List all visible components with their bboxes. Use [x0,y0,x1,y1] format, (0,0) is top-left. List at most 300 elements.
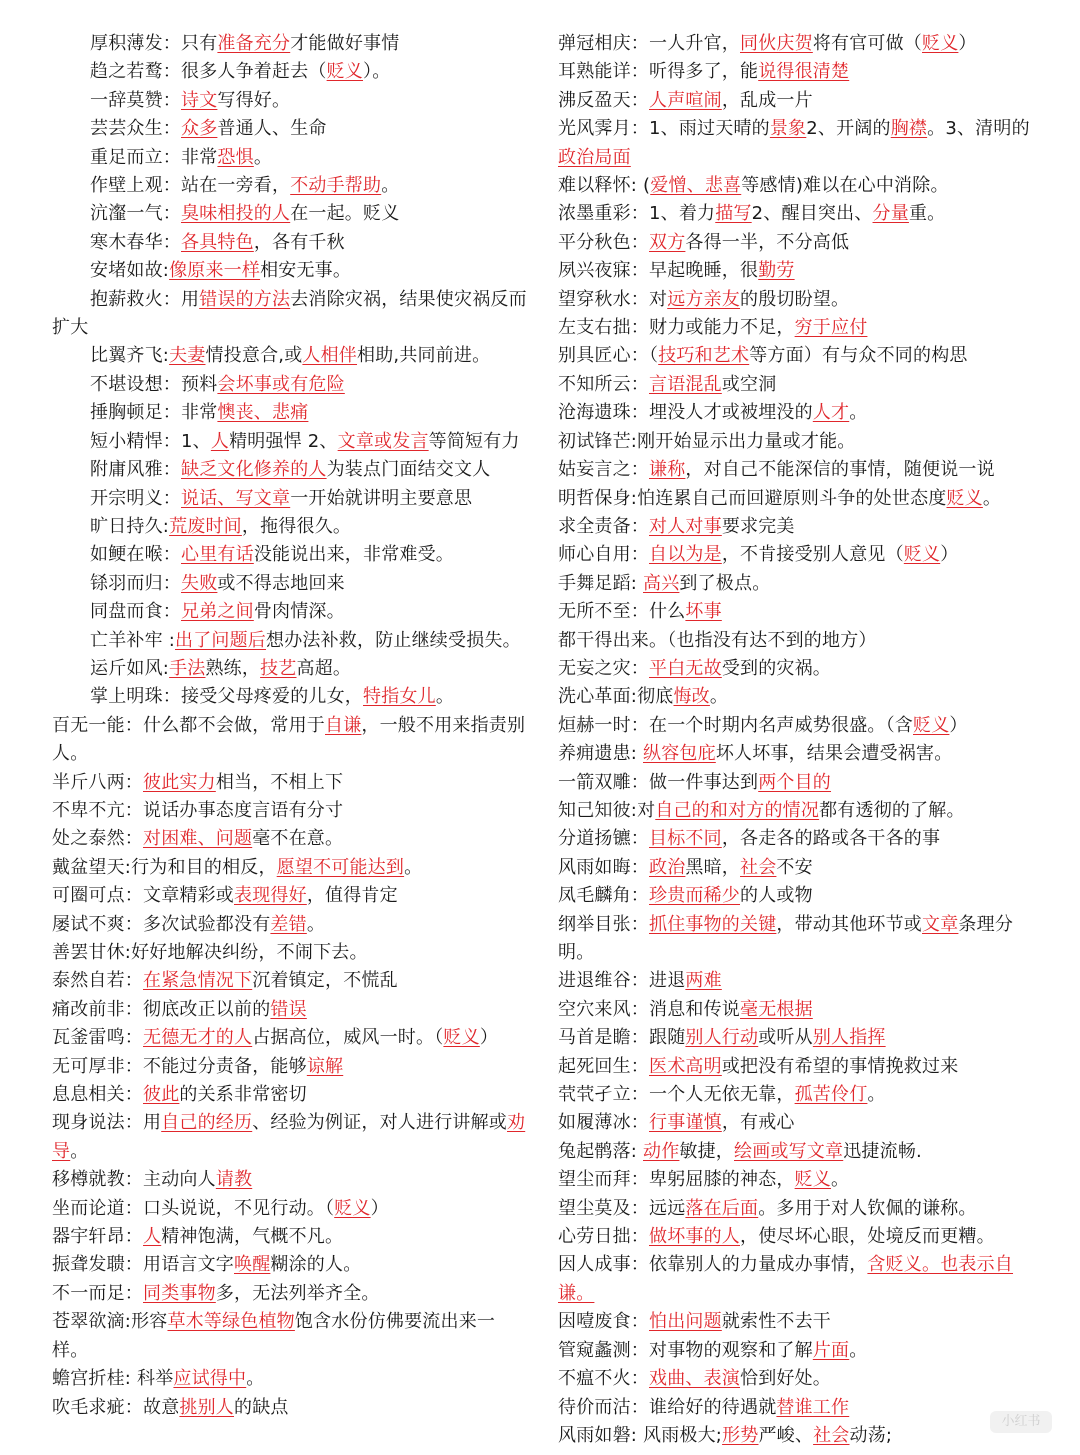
idiom-entry [558,342,1038,370]
idiom-definition: ） [370,1197,389,1219]
idiom-term: 风雨如晦： [558,856,649,878]
idiom-entry [52,58,530,86]
idiom-definition: ，有戒心 [721,1112,795,1134]
idiom-definition: 埋没人才或被埋没的 [649,402,813,424]
highlight-keyword: 缺乏文化修养的人 [181,459,327,481]
idiom-term: 烜赫一时： [558,714,649,736]
idiom-entry [558,485,1038,513]
highlight-keyword: 胸襟 [890,118,928,140]
idiom-definition: 刚开始显示出力量或才能。 [637,430,856,452]
highlight-keyword: 平白无故 [649,657,722,679]
highlight-keyword: 贬义 [903,544,941,566]
highlight-keyword: 应试得中 [173,1368,247,1390]
idiom-term: 比翼齐飞: [90,345,170,367]
idiom-definition: （ [649,345,659,367]
idiom-definition: 或把没有希望的事情挽救过来 [721,1055,959,1077]
highlight-keyword: 差错 [270,913,307,935]
idiom-entry [558,797,1038,825]
idiom-definition: 饱含水份仿佛要流出来一样。 [52,1311,496,1361]
idiom-definition: 对事物的观察和了解 [649,1339,813,1361]
highlight-keyword: 唤醒 [234,1254,271,1276]
highlight-keyword: 兄弟之间 [181,601,254,623]
highlight-keyword: 出了问题后 [175,629,266,651]
idiom-definition: 故意 [143,1396,180,1418]
idiom-definition: 不能过分责备，能够 [143,1055,307,1077]
idiom-term: 马首是瞻： [558,1027,649,1049]
idiom-definition: 的关系非常密切 [179,1084,307,1106]
idiom-term: 吹毛求疵： [52,1396,143,1418]
idiom-entry [52,200,530,228]
idiom-term: 分道扬镳： [558,828,649,850]
idiom-entry [558,570,1038,598]
idiom-term: 因噎废食： [558,1311,649,1333]
highlight-keyword: 各具特色 [181,231,254,253]
idiom-entry [52,428,530,456]
idiom-entry [558,1138,1038,1166]
idiom-entry [52,485,530,513]
idiom-definition: 多次试验都没有 [143,913,271,935]
highlight-keyword: 在紧急情况下 [143,970,253,992]
idiom-term: 如鲠在喉： [90,544,181,566]
idiom-term: 百无一能： [52,714,143,736]
idiom-definition: 都有透彻的了解。 [819,799,965,821]
highlight-keyword: 说得很清楚 [758,61,850,83]
idiom-entry [558,30,1038,58]
highlight-keyword: 文章或发言 [337,430,429,452]
idiom-term: 旷日持久: [90,515,170,537]
idiom-definition: 恰到好处。 [740,1368,831,1390]
idiom-entry [558,172,1038,200]
highlight-keyword: 政治 [649,856,686,878]
idiom-term: 望尘而拜： [558,1169,649,1191]
highlight-keyword: 请教 [215,1169,253,1191]
highlight-keyword: 珍贵而稀少 [649,885,740,907]
idiom-entry [558,399,1038,427]
idiom-definition: 想办法补救，防止继续受损失。 [266,629,521,651]
idiom-definition: 相安无事。 [260,260,352,282]
highlight-keyword: 两难 [685,970,722,992]
highlight-keyword: 两个目的 [758,771,832,793]
idiom-term: 明哲保身: [558,487,638,509]
highlight-keyword: 对人对事 [649,515,722,537]
highlight-keyword: 孤苦伶仃 [794,1084,868,1106]
idiom-entry [558,1081,1038,1109]
highlight-keyword: 贬义 [946,487,983,509]
idiom-entry [558,541,1038,569]
idiom-term: 短小精悍： [90,430,181,452]
idiom-entry [52,456,530,484]
idiom-definition: 1、着力 [649,203,716,225]
idiom-entry [558,371,1038,399]
highlight-keyword: 毫无根据 [740,998,813,1020]
idiom-entry [52,399,530,427]
idiom-definition: 受到的灾祸。 [721,657,832,679]
idiom-definition: ）。 [363,61,391,83]
idiom-definition: 或听从 [758,1027,813,1049]
idiom-definition: 卑躬屈膝的神态， [649,1169,795,1191]
idiom-definition: 多，无法列举齐全。 [215,1282,380,1304]
highlight-keyword: 像原来一样 [169,260,261,282]
highlight-keyword: 言语混乱 [649,373,722,395]
idiom-term: 瓦釜雷鸣： [52,1027,143,1049]
idiom-definition: 依靠别人的力量成办事情， [649,1254,868,1276]
idiom-term: 振聋发聩： [52,1254,143,1276]
highlight-keyword: 坏事 [685,601,722,623]
idiom-term: 凤毛麟角： [558,885,649,907]
left-column [52,30,530,1422]
idiom-definition: ，乱成一片 [721,89,813,111]
idiom-entry [52,1053,530,1081]
idiom-term: 浓墨重彩： [558,203,649,225]
idiom-term: 附庸风雅： [90,459,181,481]
idiom-entry [52,1223,530,1251]
highlight-keyword: 穷于应付 [794,317,868,339]
idiom-definition: 相助,共同前进。 [357,345,491,367]
idiom-term: 不瘟不火： [558,1368,649,1390]
idiom-definition: 谁给好的待遇就 [649,1396,777,1418]
idiom-entry [558,712,1038,740]
idiom-entry [52,996,530,1024]
idiom-definition: 的缺点 [234,1396,289,1418]
idiom-term: 芸芸众生： [90,118,181,140]
idiom-term: 管窥蠡测： [558,1339,649,1361]
highlight-keyword: 众多 [181,118,218,140]
idiom-term: 苍翠欲滴: [52,1311,132,1333]
highlight-keyword: 动作 [643,1140,680,1162]
idiom-definition: 。 [306,913,326,935]
idiom-definition: 一开始就讲明主要意思 [290,487,473,509]
idiom-definition: 熟练， [205,657,261,679]
idiom-term: 不卑不亢： [52,799,143,821]
idiom-definition: ( [643,175,651,197]
idiom-definition: ） [479,1027,499,1049]
idiom-entry [558,996,1038,1024]
highlight-keyword: 挑别人 [179,1396,235,1418]
idiom-entry [52,683,530,711]
highlight-keyword: 贬义 [794,1169,832,1191]
idiom-entry [558,882,1038,910]
idiom-entry [52,87,530,115]
highlight-keyword: 技巧和艺术 [658,345,750,367]
idiom-definition: 在一个时期内名声威势很盛。（含 [649,714,913,736]
highlight-keyword: 贬义 [913,714,950,736]
idiom-entry [52,257,530,285]
idiom-term: 息息相关： [52,1084,143,1106]
idiom-definition: 听得多了，能 [649,61,759,83]
idiom-entry [52,882,530,910]
idiom-entry [52,570,530,598]
highlight-keyword: 手法 [169,657,206,679]
idiom-term: 沆瀣一气： [90,203,181,225]
idiom-definition: 等方面）有与众不同的构思 [749,345,968,367]
idiom-definition: 糊涂的人。 [270,1254,362,1276]
idiom-definition: 坏人坏事，结果会遭受祸害。 [715,743,953,765]
idiom-term: 运斤如风: [90,657,170,679]
idiom-term: 因人成事： [558,1254,649,1276]
idiom-term: 重足而立： [90,146,181,168]
idiom-definition: 普通人、生命 [217,118,327,140]
highlight-keyword: 人 [210,430,230,452]
idiom-term: 开宗明义： [90,487,181,509]
idiom-definition: 。3、清明的 [927,118,1030,140]
idiom-definition: 。 [831,1169,850,1191]
idiom-entry [52,1394,530,1422]
idiom-definition: 形容 [131,1311,168,1333]
idiom-term: 无可厚非： [52,1055,143,1077]
idiom-definition: 条理分明。 [558,913,1014,963]
highlight-keyword: 失败 [181,572,218,594]
idiom-term: 移樽就教： [52,1169,143,1191]
idiom-definition: 非常 [181,402,218,424]
idiom-entry [52,1365,530,1393]
idiom-definition: 主动向人 [143,1169,216,1191]
idiom-definition: ，各有千秋 [253,231,345,253]
highlight-keyword: 片面 [812,1339,850,1361]
idiom-term: 同盘而食： [90,601,181,623]
highlight-keyword: 悔改 [673,686,710,708]
highlight-keyword: 劝导 [52,1112,526,1162]
idiom-term: 沧海遗珠： [558,402,649,424]
idiom-term: 无所不至： [558,601,649,623]
idiom-definition: ，拖得很久。 [241,515,352,537]
highlight-keyword: 目标不同 [649,828,722,850]
idiom-entry [558,200,1038,228]
highlight-keyword: 做坏事的人 [649,1226,740,1248]
idiom-definition: 好好地解决纠纷，不闹下去。 [131,942,368,963]
idiom-entry [558,1337,1038,1365]
idiom-definition: 用 [181,288,200,310]
idiom-entry [52,797,530,825]
idiom-definition: ，带动其他环节或 [776,913,923,935]
idiom-definition: 毫不在意。 [252,828,344,850]
idiom-term: 弹冠相庆： [558,33,649,54]
idiom-definition: 沉着镇定，不慌乱 [252,970,398,992]
highlight-keyword: 准备充分 [217,33,291,54]
highlight-keyword: 同类事物 [143,1282,216,1304]
idiom-term: 掌上明珠： [90,686,181,708]
idiom-entry [52,541,530,569]
idiom-entry [52,172,530,200]
highlight-keyword: 文章 [922,913,959,935]
idiom-definition: 一个人无依无靠， [649,1084,795,1106]
idiom-definition: 说话办事态度言语有分寸 [143,799,344,821]
idiom-term: 姑妄言之： [558,459,649,481]
highlight-keyword: 抓住事物的关键 [649,913,777,935]
idiom-entry [52,939,530,967]
idiom-definition: 情投意合,或 [205,345,303,367]
highlight-keyword: 分量 [872,203,909,225]
idiom-entry [558,115,1038,172]
idiom-definition: 。 [849,1339,868,1361]
idiom-definition: 对 [649,288,668,310]
idiom-definition: 文章精彩或 [143,885,234,907]
idiom-definition: 行为和目的相反， [131,856,277,878]
idiom-entry [52,911,530,939]
highlight-keyword: 爱憎、悲喜 [650,175,742,197]
idiom-definition: 远远 [649,1197,686,1219]
idiom-definition: 。多用于对人钦佩的谦称。 [758,1197,977,1219]
idiom-term: 纲举目张： [558,913,649,935]
idiom-definition: 就索性不去干 [721,1311,832,1333]
highlight-keyword: 绘画或写文章 [734,1140,844,1162]
idiom-entry [558,428,1038,456]
idiom-term: 无妄之灾： [558,657,649,679]
idiom-term: 蟾宫折桂: [52,1368,137,1390]
idiom-entry [558,87,1038,115]
idiom-entry [52,115,530,143]
idiom-definition: 彻底改正以前的 [143,998,271,1020]
idiom-entry [52,1308,530,1365]
idiom-entry [52,1195,530,1223]
highlight-keyword: 形势 [722,1424,759,1446]
idiom-definition: 用 [143,1112,162,1134]
idiom-definition: 。 [709,686,729,708]
idiom-definition: 都干得出来。（也指没有达不到的地方） [558,629,877,651]
idiom-definition: 黑暗， [685,856,741,878]
highlight-keyword: 技艺 [260,657,297,679]
idiom-term: 戴盆望天: [52,856,132,878]
highlight-keyword: 彼此实力 [143,771,216,793]
idiom-entry [558,1308,1038,1336]
idiom-definition: 。 [982,487,1002,509]
idiom-term: 起死回生： [558,1055,649,1077]
idiom-entry [558,286,1038,314]
idiom-definition: 对 [637,799,656,821]
idiom-definition: 严峻、 [758,1424,814,1446]
highlight-keyword: 谦称 [649,459,686,481]
idiom-entry [558,1365,1038,1393]
highlight-keyword: 彼此 [143,1084,180,1106]
idiom-definition: 或空洞 [721,373,777,395]
idiom-definition: 。 [70,1140,89,1162]
idiom-entry [558,655,1038,683]
idiom-term: 处之泰然： [52,828,143,850]
highlight-keyword: 会坏事或有危险 [217,373,345,395]
idiom-definition: 、经验为例证，对人进行讲解或 [252,1112,508,1134]
idiom-definition: 或不得志地回来 [217,572,345,594]
idiom-entry [52,229,530,257]
highlight-keyword: 懊丧、悲痛 [217,402,309,424]
idiom-definition: ，使尽坏心眼，处境反而更糟。 [740,1226,995,1248]
idiom-term: 善罢甘休: [52,942,132,963]
idiom-entry [52,769,530,797]
idiom-definition: 站在一旁看， [181,175,291,197]
idiom-entry [558,854,1038,882]
idiom-entry [558,1166,1038,1194]
highlight-keyword: 替谁工作 [776,1396,850,1418]
idiom-term: 别具匠心： [558,345,649,367]
idiom-term: 铩羽而归： [90,572,181,594]
idiom-definition: 1、雨过天晴的 [649,118,770,140]
idiom-definition: 风雨极大; [643,1424,723,1446]
idiom-entry [52,30,530,58]
idiom-definition: 预料 [181,373,218,395]
idiom-definition: 精明强悍 2、 [229,430,338,452]
idiom-entry [52,627,530,655]
idiom-definition: ，对自己不能深信的事情，随便说一说 [685,459,995,481]
highlight-keyword: 夫妻 [169,345,206,367]
highlight-keyword: 高兴 [643,572,680,594]
highlight-keyword: 描写 [715,203,752,225]
highlight-keyword: 错误的方法 [199,288,291,310]
idiom-term: 左支右拙： [558,317,649,339]
idiom-definition: ） [958,33,977,54]
idiom-definition: 。 [435,686,455,708]
idiom-entry [558,1223,1038,1251]
idiom-term: 安堵如故: [90,260,170,282]
idiom-definition: 为装点门面结交文人 [326,459,491,481]
idiom-definition: 早起晚睡，很 [649,260,759,282]
idiom-definition: ，不肯接受别人意见（ [721,544,904,566]
idiom-entry [558,1422,1038,1450]
highlight-keyword: 人 [143,1226,162,1248]
idiom-definition: 精神饱满，气概不凡。 [161,1226,344,1248]
idiom-definition: 写得好。 [217,89,291,111]
highlight-keyword: 落在后面 [685,1197,759,1219]
idiom-definition: ，各走各的路或各干各的事 [721,828,941,850]
idiom-term: 现身说法： [52,1112,143,1134]
idiom-entry [558,769,1038,797]
idiom-definition: 在一起。贬义 [290,203,400,225]
idiom-term: 手舞足蹈: [558,572,643,594]
highlight-keyword: 别人行动 [685,1027,759,1049]
idiom-definition: 。 [246,1368,265,1390]
idiom-entry [558,257,1038,285]
idiom-definition: 不安 [776,856,813,878]
idiom-definition: 的殷切盼望。 [740,288,850,310]
idiom-definition: 财力或能力不足， [649,317,795,339]
idiom-term: 不知所云： [558,373,649,395]
idiom-term: 屡试不爽： [52,913,143,935]
highlight-keyword: 不动手帮助 [290,175,382,197]
idiom-definition: 科举 [137,1368,174,1390]
idiom-term: 待价而沽： [558,1396,649,1418]
idiom-definition: 要求完美 [721,515,795,537]
highlight-keyword: 社会 [813,1424,850,1446]
idiom-entry [52,825,530,853]
highlight-keyword: 自己的经历 [161,1112,253,1134]
idiom-entry [558,513,1038,541]
right-column [558,30,1038,1450]
idiom-entry [52,342,530,370]
idiom-entry [558,314,1038,342]
idiom-entry [52,1166,530,1194]
idiom-term: 心劳日拙： [558,1226,649,1248]
highlight-keyword: 景象 [769,118,807,140]
highlight-keyword: 纵容包庇 [643,743,716,765]
watermark: 小红书 [990,1411,1052,1433]
idiom-entry [52,513,530,541]
idiom-entry [52,967,530,995]
idiom-definition: 用语言文字 [143,1254,234,1276]
highlight-keyword: 人相伴 [302,345,358,367]
highlight-keyword: 人才 [812,402,850,424]
idiom-definition: 。 [381,175,400,197]
idiom-entry [558,1394,1038,1422]
idiom-term: 捶胸顿足： [90,402,181,424]
idiom-term: 不一而足： [52,1282,143,1304]
idiom-definition: 没能说出来，非常难受。 [253,544,455,566]
idiom-definition: 。 [849,402,868,424]
highlight-keyword: 臭味相投的人 [181,203,291,225]
idiom-definition: 动荡; [849,1424,893,1446]
idiom-definition: 1、 [181,430,211,452]
idiom-entry [558,58,1038,86]
idiom-entry [52,1024,530,1052]
highlight-keyword: 自以为是 [649,544,722,566]
idiom-definition: 骨肉情深。 [253,601,345,623]
idiom-definition: 占据高位，威风一时。（ [252,1027,444,1049]
